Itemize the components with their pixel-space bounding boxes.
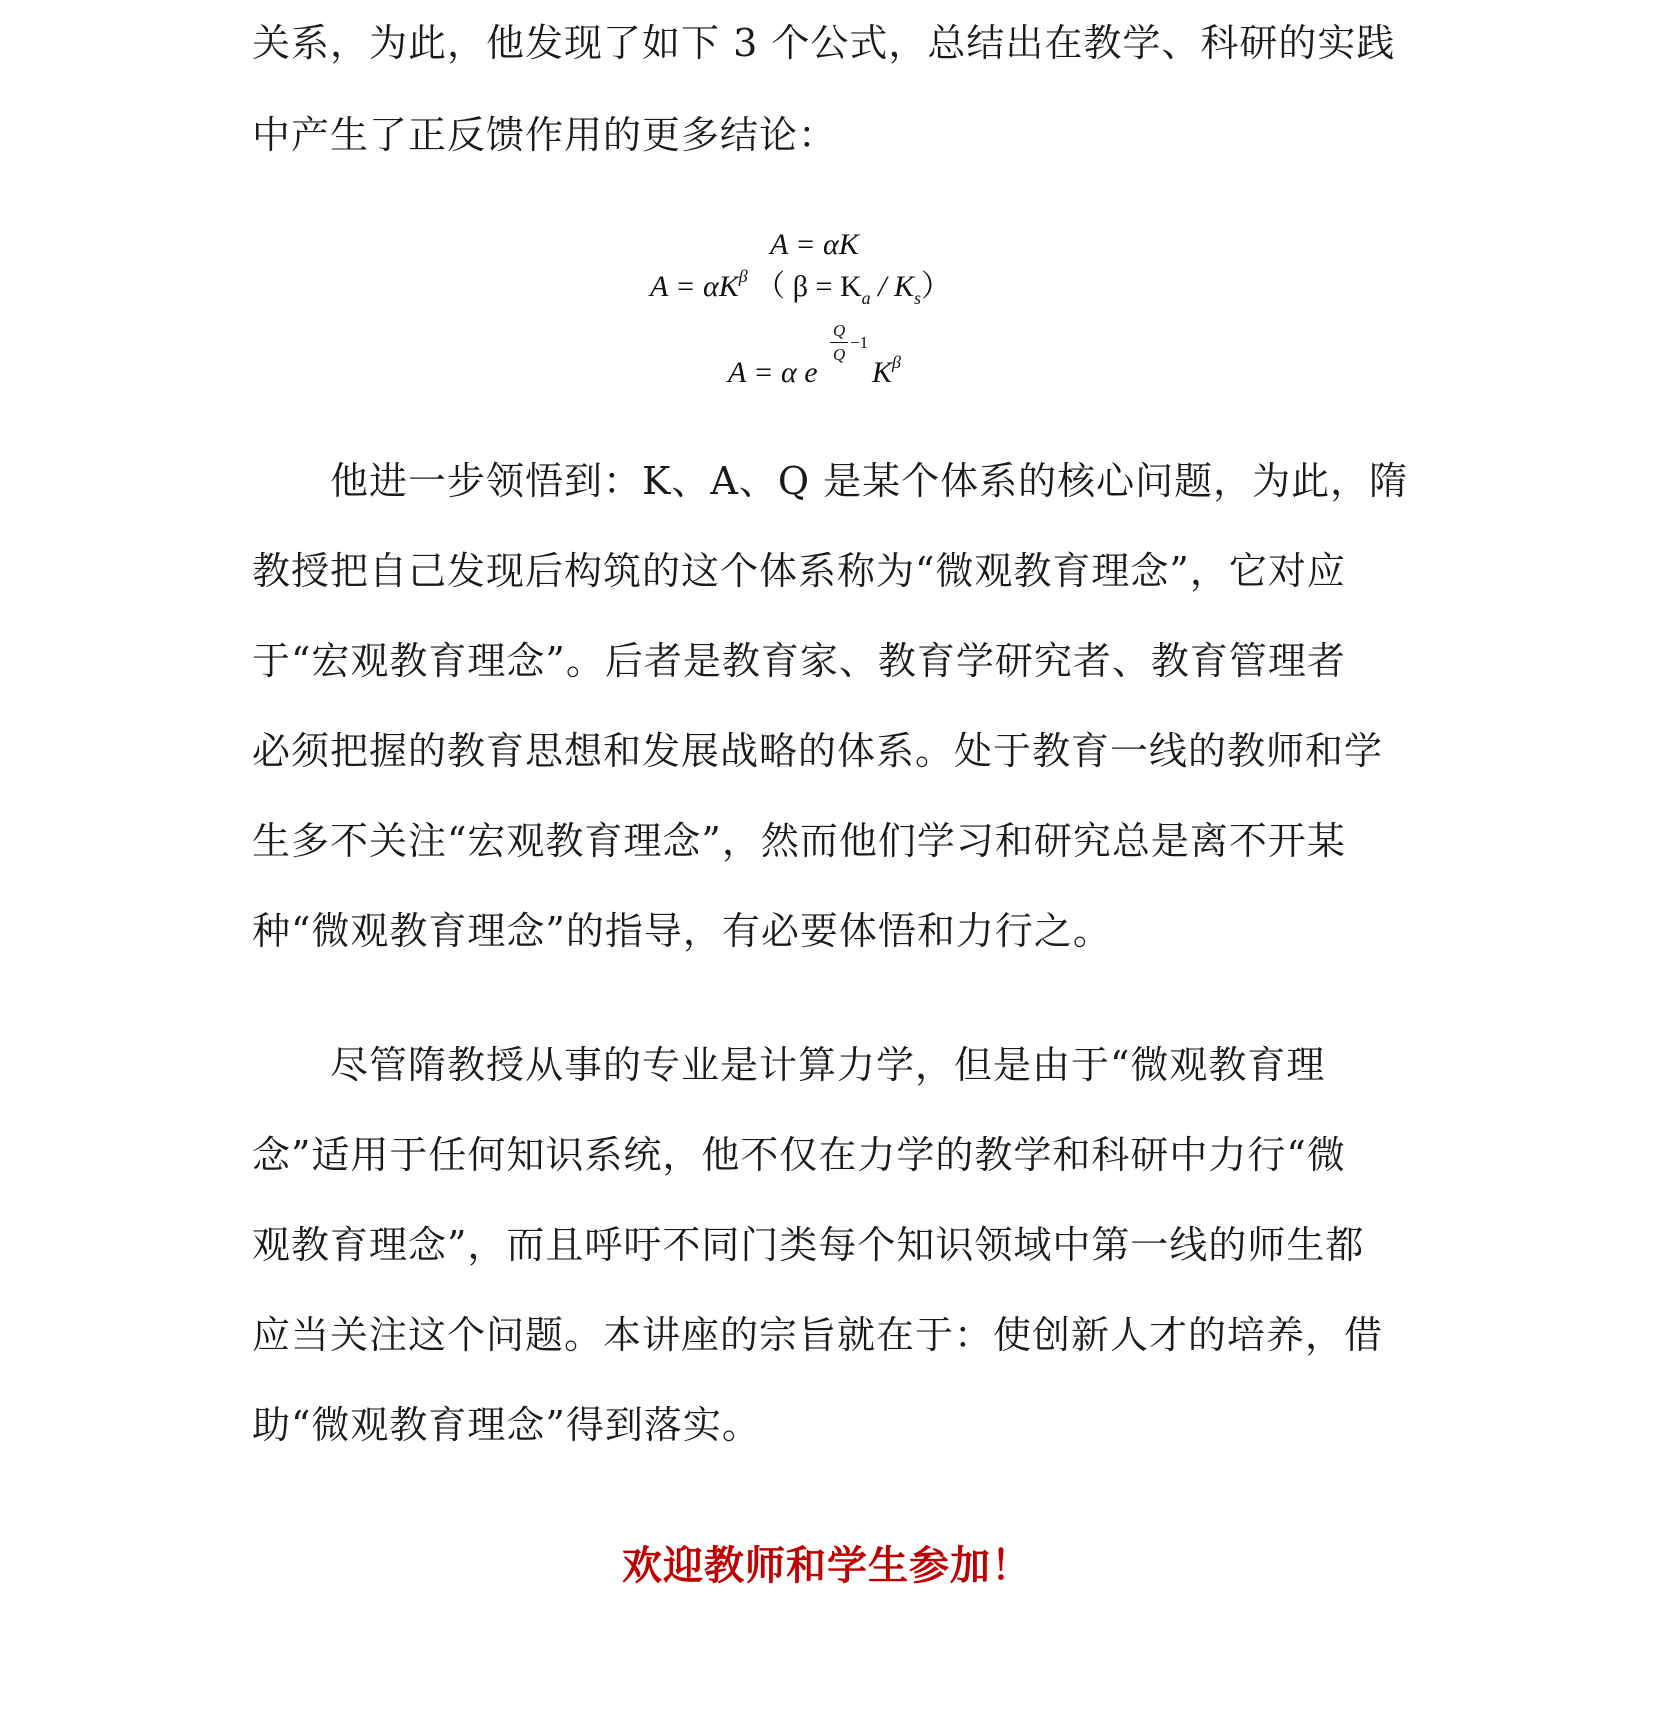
formula-3-exp-minus-one: −1 — [850, 333, 869, 352]
paragraph-1-line-1: 他进一步领悟到：K、A、Q 是某个体系的核心问题，为此，隋 — [330, 459, 1409, 503]
formula-3-tail-exponent: β — [892, 352, 901, 372]
paragraph-2-line-5: 助“微观教育理念”得到落实。 — [252, 1403, 761, 1447]
formula-2-exponent: β — [738, 266, 748, 286]
formula-2-cond-open: （ β = K — [755, 270, 862, 303]
formula-1 — [770, 228, 859, 262]
formula-3-main-text: A = α e — [728, 356, 818, 389]
intro-line-2: 中产生了正反馈作用的更多结论： — [252, 113, 838, 157]
formula-3-tail — [872, 352, 901, 393]
formula-1-text: A = αK — [770, 228, 859, 261]
formula-2-cond-close: ） — [921, 270, 951, 303]
welcome-message: 欢迎教师和学生参加！ — [622, 1543, 1032, 1589]
paragraph-1-line-4: 必须把握的教育思想和发展战略的体系。处于教育一线的教师和学 — [252, 729, 1384, 773]
formula-2-main: A = αK — [650, 270, 739, 303]
paragraph-2-line-2: 念”适用于任何知识系统，他不仅在力学的教学和科研中力行“微 — [252, 1133, 1346, 1177]
formula-2-sub-s: s — [913, 288, 921, 308]
paragraph-1-line-3: 于“宏观教育理念”。后者是教育家、教育学研究者、教育管理者 — [252, 639, 1346, 683]
paragraph-1-line-5: 生多不关注“宏观教育理念”，然而他们学习和研究总是离不开某 — [252, 819, 1346, 863]
formula-3-main — [728, 356, 818, 390]
formula-3-exp-fraction-bar — [830, 342, 848, 343]
paragraph-1-line-2: 教授把自己发现后构筑的这个体系称为“微观教育理念”，它对应 — [252, 549, 1346, 593]
formula-3-exp-denominator: Q — [833, 345, 846, 364]
intro-line-1: 关系，为此，他发现了如下 3 个公式，总结出在教学、科研的实践 — [252, 21, 1396, 65]
paragraph-1-line-6: 种“微观教育理念”的指导，有必要体悟和力行之。 — [252, 909, 1112, 953]
paragraph-2-line-3: 观教育理念”，而且呼吁不同门类每个知识领域中第一线的师生都 — [252, 1223, 1365, 1267]
formula-3-tail-text: K — [872, 356, 893, 389]
formula-2-cond-mid: / K — [870, 270, 914, 303]
formula-3-exp-numerator: Q — [833, 321, 846, 340]
paragraph-2-line-4: 应当关注这个问题。本讲座的宗旨就在于：使创新人才的培养，借 — [252, 1313, 1384, 1357]
formula-2 — [650, 266, 951, 308]
paragraph-2-line-1: 尽管隋教授从事的专业是计算力学，但是由于“微观教育理 — [330, 1043, 1326, 1087]
formula-2-sub-a: a — [861, 288, 871, 308]
